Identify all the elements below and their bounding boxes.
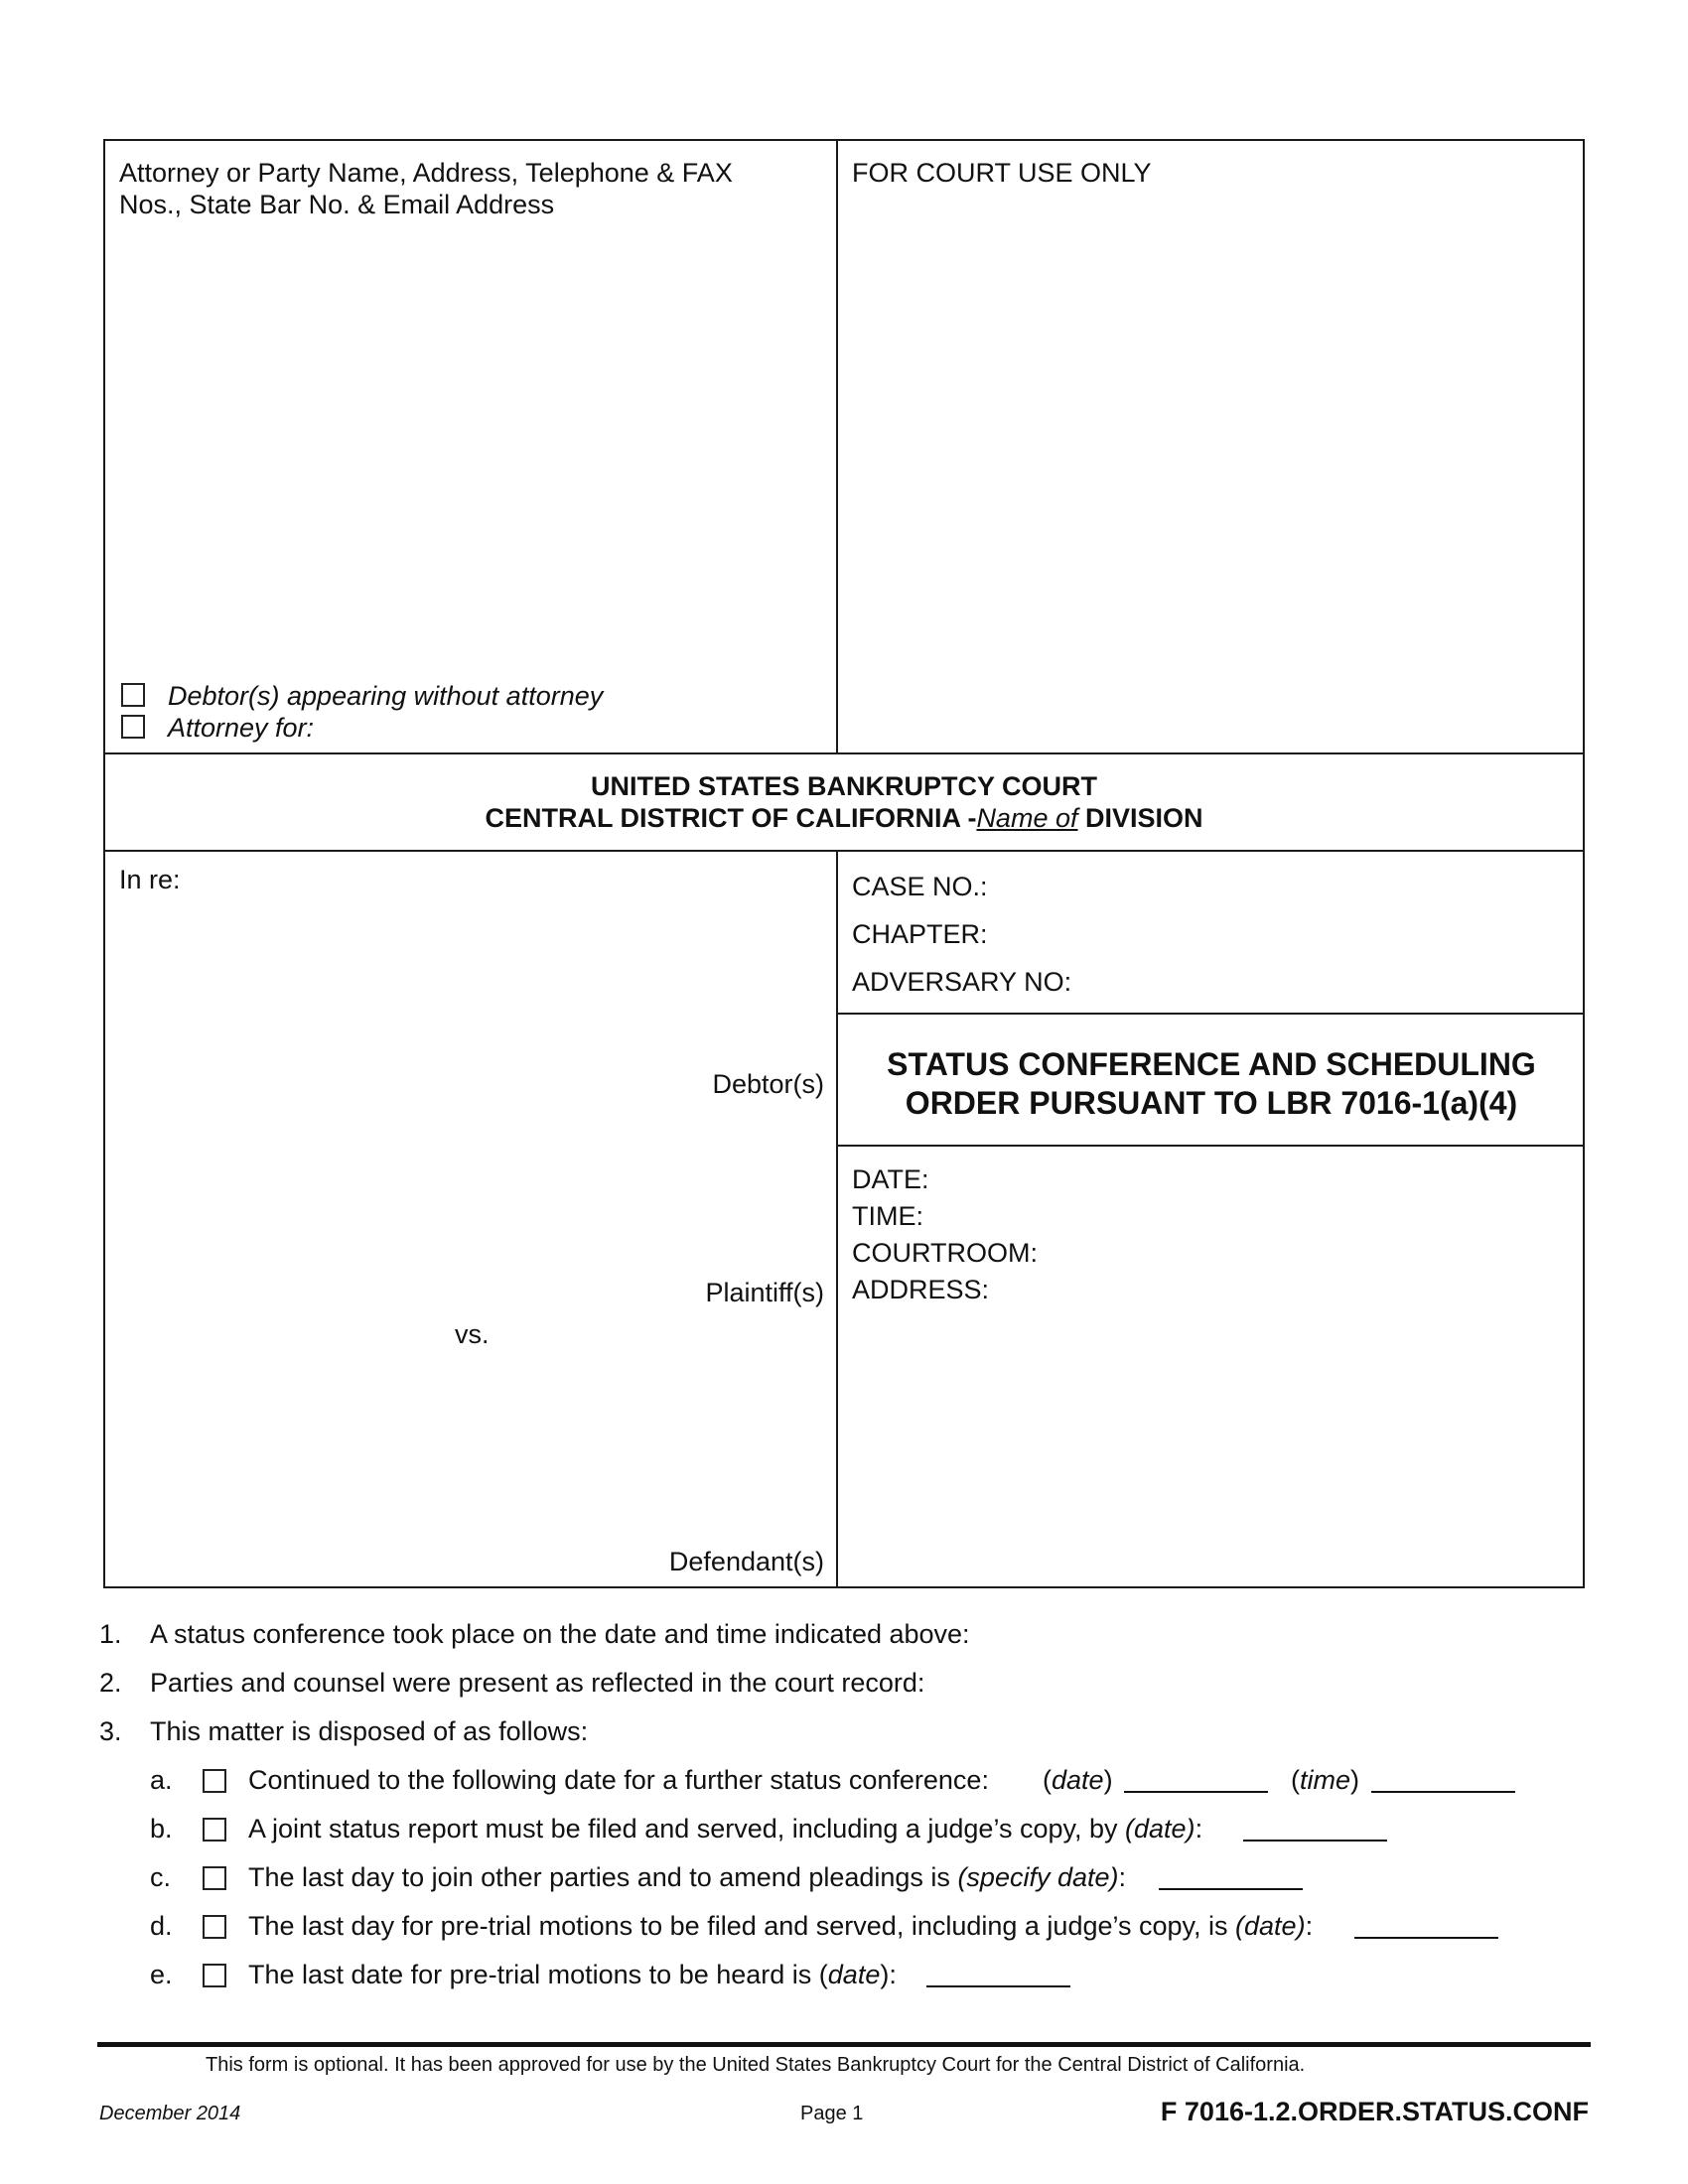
debtor-without-attorney-label: Debtor(s) appearing without attorney — [168, 681, 604, 711]
attorney-for-checkbox[interactable] — [121, 715, 145, 739]
pretrial-motions-heard-main: The last date for pre-trial motions to be heard is ( — [248, 1960, 828, 1989]
item-number: 2. — [99, 1668, 122, 1698]
joint-status-report-main: A joint status report must be filed and served, including a judge’s copy, by — [248, 1814, 1126, 1843]
footer-form-id: F 7016-1.2.ORDER.STATUS.CONF — [1160, 2097, 1589, 2126]
order-title-line2: ORDER PURSUANT TO LBR 7016-1(a)(4) — [905, 1085, 1518, 1121]
footer-date: December 2014 — [99, 2103, 241, 2124]
subitem-letter: e. — [150, 1960, 173, 1989]
join-parties-date-blank[interactable] — [1159, 1866, 1303, 1890]
subitem-letter: c. — [150, 1862, 172, 1892]
case-no-label: CASE NO.: — [852, 872, 988, 901]
caption-divider — [836, 850, 838, 1588]
continued-date-word: date — [1052, 1765, 1104, 1795]
vs-label: vs. — [455, 1319, 490, 1349]
adversary-no-label: ADVERSARY NO: — [852, 967, 1072, 997]
joint-status-report-date-hint: (date) — [1125, 1814, 1196, 1843]
court-district: CENTRAL DISTRICT OF CALIFORNIA - — [485, 803, 977, 833]
joint-status-report-text — [248, 1813, 1202, 1844]
pretrial-motions-filed-date-blank[interactable] — [1354, 1915, 1498, 1939]
continued-text: Continued to the following date for a further status conference: — [248, 1765, 989, 1795]
joint-status-report-date-blank[interactable] — [1243, 1818, 1387, 1842]
footer-rule — [97, 2042, 1591, 2047]
courtroom-label: COURTROOM: — [852, 1238, 1038, 1268]
subitem-letter: b. — [150, 1814, 173, 1843]
address-label: ADDRESS: — [852, 1275, 990, 1304]
case-caption — [103, 850, 1585, 1588]
court-use-label: FOR COURT USE ONLY — [852, 158, 1152, 188]
joint-status-report-checkbox[interactable] — [203, 1818, 226, 1842]
debtor-without-attorney-checkbox[interactable] — [121, 683, 145, 707]
item-text: A status conference took place on the date and time indicated above: — [150, 1619, 970, 1649]
item-text: Parties and counsel were present as reflected in the court record: — [150, 1668, 925, 1698]
attorney-for-label: Attorney for: — [168, 713, 315, 743]
pretrial-motions-heard-date-blank[interactable] — [926, 1964, 1070, 1987]
continued-date-label: (date) — [1043, 1765, 1113, 1795]
pretrial-motions-filed-checkbox[interactable] — [203, 1915, 226, 1939]
item-number: 1. — [99, 1619, 122, 1649]
court-division-suffix: DIVISION — [1077, 803, 1203, 833]
hearing-date-label: DATE: — [852, 1164, 929, 1194]
join-parties-main: The last day to join other parties and to amend pleadings is — [248, 1862, 958, 1892]
item-text: This matter is disposed of as follows: — [150, 1716, 589, 1746]
pretrial-motions-heard-date-hint: date — [827, 1960, 881, 1989]
continued-checkbox[interactable] — [203, 1769, 226, 1793]
join-parties-colon: : — [1118, 1862, 1127, 1892]
footer-page-number: Page 1 — [800, 2103, 864, 2124]
join-parties-text — [248, 1861, 1126, 1893]
join-parties-date-hint: (specify date) — [957, 1862, 1119, 1892]
continued-time-word: time — [1300, 1765, 1351, 1795]
pretrial-motions-filed-main: The last day for pre-trial motions to be filed and served, including a judge’s copy, is — [248, 1911, 1236, 1941]
defendants-label: Defendant(s) — [668, 1547, 824, 1576]
attorney-info-section — [103, 139, 1585, 754]
attorney-label-line1: Attorney or Party Name, Address, Telephone & FAX — [119, 158, 733, 188]
pretrial-motions-filed-colon: : — [1305, 1911, 1314, 1941]
title-divider — [836, 1145, 1585, 1147]
pretrial-motions-heard-colon: ): — [880, 1960, 897, 1989]
joint-status-report-colon: : — [1195, 1814, 1203, 1843]
debtors-label: Debtor(s) — [712, 1069, 824, 1099]
subitem-letter: a. — [150, 1765, 173, 1795]
item-number: 3. — [99, 1716, 122, 1746]
footer-notice: This form is optional. It has been approved for use by the United States Bankruptcy Court for the Central District of California. — [206, 2054, 1306, 2076]
pretrial-motions-heard-checkbox[interactable] — [203, 1964, 226, 1987]
case-number-divider — [836, 1013, 1585, 1015]
join-parties-checkbox[interactable] — [203, 1866, 226, 1890]
subitem-letter: d. — [150, 1911, 173, 1941]
pretrial-motions-filed-text — [248, 1910, 1313, 1942]
court-name-line2 — [103, 802, 1585, 834]
hearing-time-label: TIME: — [852, 1201, 923, 1231]
continued-date-blank[interactable] — [1124, 1769, 1268, 1793]
pretrial-motions-filed-date-hint: (date) — [1235, 1911, 1306, 1941]
division-name-placeholder: Name of — [976, 803, 1078, 833]
order-title-line1: STATUS CONFERENCE AND SCHEDULING — [887, 1046, 1536, 1082]
attorney-label-line2: Nos., State Bar No. & Email Address — [119, 190, 555, 219]
plaintiffs-label: Plaintiff(s) — [705, 1278, 824, 1307]
continued-time-label: (time) — [1291, 1765, 1360, 1795]
in-re-label: In re: — [119, 865, 181, 894]
pretrial-motions-heard-text — [248, 1959, 897, 1990]
header-divider — [836, 139, 838, 754]
chapter-label: CHAPTER: — [852, 919, 988, 949]
court-name-line1: UNITED STATES BANKRUPTCY COURT — [590, 771, 1097, 801]
continued-time-blank[interactable] — [1371, 1769, 1515, 1793]
